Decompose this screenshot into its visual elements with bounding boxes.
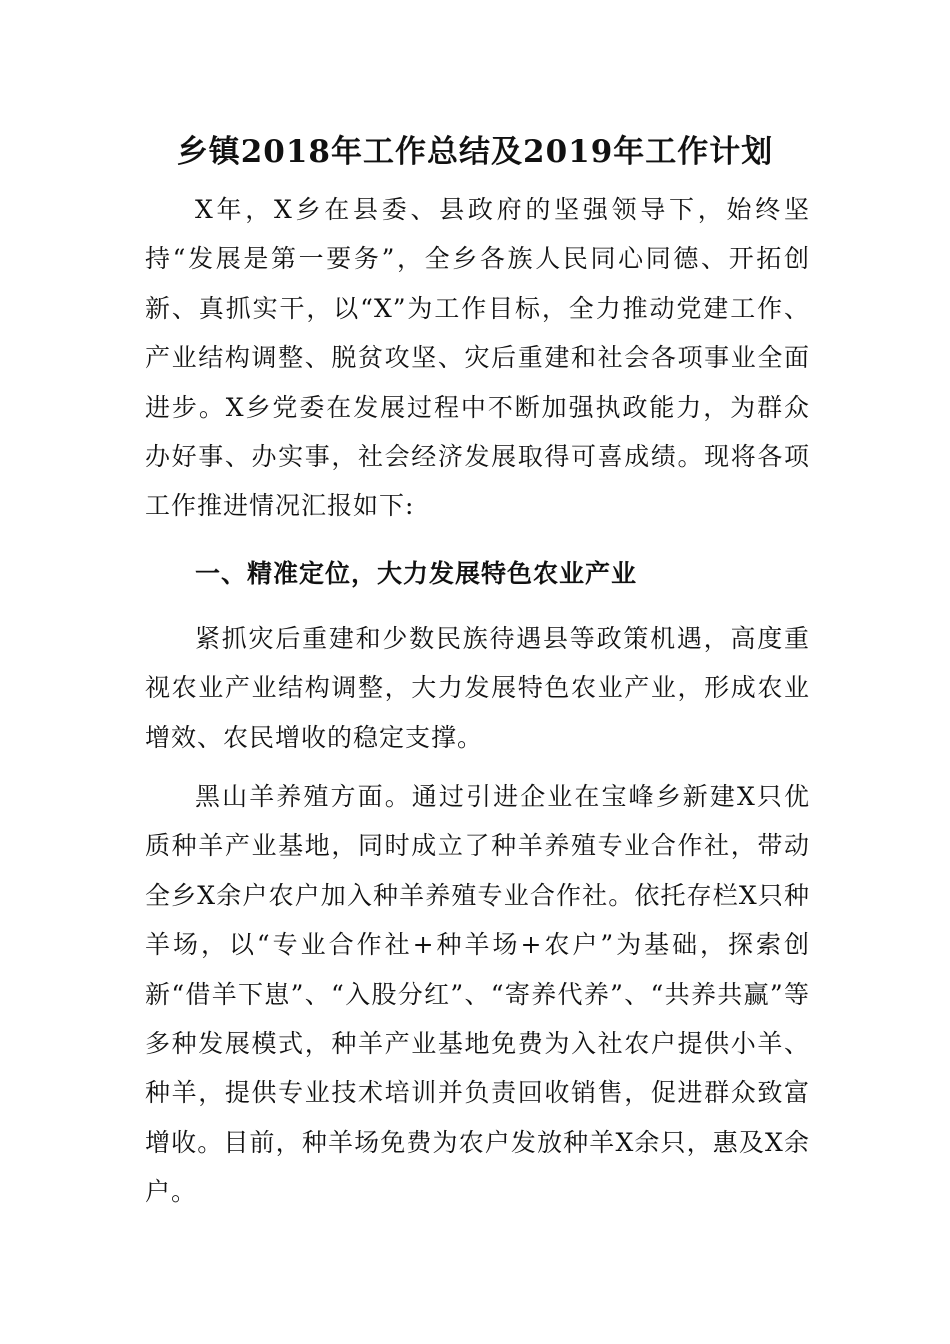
section-heading: 一、精准定位，大力发展特色农业产业	[195, 559, 638, 588]
intro-paragraph: X年，X乡在县委、县政府的坚强领导下，始终坚持“发展是第一要务”，全乡各族人民同心同德、开拓创新、真抓实干，以“X”为工作目标，全力推动党建工作、产业结构调整、脱贫攻坚、灾后重建和社会各项事业全面进步。X乡党委在发展过程中不断加强执政能力，为群众办好事、办实事，社会经济发展取得可喜成绩。现将各项工作推进情况汇报如下:	[145, 195, 810, 521]
section-paragraph: 紧抓灾后重建和少数民族待遇县等政策机遇，高度重视农业产业结构调整，大力发展特色农业产业，形成农业增效、农民增收的稳定支撑。	[145, 624, 810, 752]
section-paragraph-goat-farming: 黑山羊养殖方面。通过引进企业在宝峰乡新建X只优质种羊产业基地，同时成立了种羊养殖专业合作社，带动全乡X余户农户加入种羊养殖专业合作社。依托存栏X只种羊场，以“专业合作社+种羊场+农户”为基础，探索创新“借羊下崽”、“入股分红”、“寄养代养”、“共养共赢”等多种发展模式，种羊产业基地免费为入社农户提供小羊、种羊，提供专业技术培训并负责回收销售，促进群众致富增收。目前，种羊场免费为农户发放种羊X余只，惠及X余户。	[145, 782, 810, 1207]
document-title: 乡镇2018年工作总结及2019年工作计划	[176, 134, 774, 170]
